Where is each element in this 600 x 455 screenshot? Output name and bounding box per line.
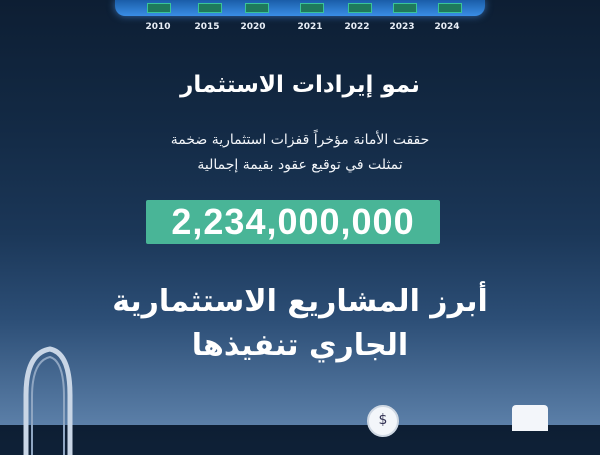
section-title: نمو إيرادات الاستثمار bbox=[180, 72, 420, 98]
year-label: 2015 bbox=[194, 22, 220, 32]
timeline-bar bbox=[147, 3, 171, 13]
projects-heading bbox=[0, 280, 600, 368]
organization-logo-icon bbox=[512, 405, 548, 431]
description-line-2: تمثلت في توقيع عقود بقيمة إجمالية bbox=[197, 157, 403, 173]
timeline-bar bbox=[198, 3, 222, 13]
dollar-coin-icon: $ bbox=[367, 405, 399, 437]
total-amount-badge: 2,234,000,000 bbox=[146, 200, 440, 244]
year-label: 2020 bbox=[240, 22, 266, 32]
description-line-1: حققت الأمانة مؤخراً قفزات استثمارية ضخمة bbox=[170, 132, 430, 148]
timeline-bar bbox=[348, 3, 372, 13]
year-label: 2010 bbox=[145, 22, 171, 32]
arch-landmark-icon bbox=[18, 345, 78, 455]
year-label: 2023 bbox=[389, 22, 415, 32]
timeline-chart-strip bbox=[115, 0, 485, 16]
year-label: 2024 bbox=[434, 22, 460, 32]
timeline-bar bbox=[245, 3, 269, 13]
projects-heading-line-1: أبرز المشاريع الاستثمارية bbox=[112, 284, 488, 319]
projects-heading-line-2: الجاري تنفيذها bbox=[191, 328, 409, 363]
year-label: 2021 bbox=[297, 22, 323, 32]
timeline-bar bbox=[438, 3, 462, 13]
timeline-years bbox=[130, 22, 475, 36]
description bbox=[0, 128, 600, 178]
year-label: 2022 bbox=[344, 22, 370, 32]
timeline-bar bbox=[300, 3, 324, 13]
timeline-bar bbox=[393, 3, 417, 13]
